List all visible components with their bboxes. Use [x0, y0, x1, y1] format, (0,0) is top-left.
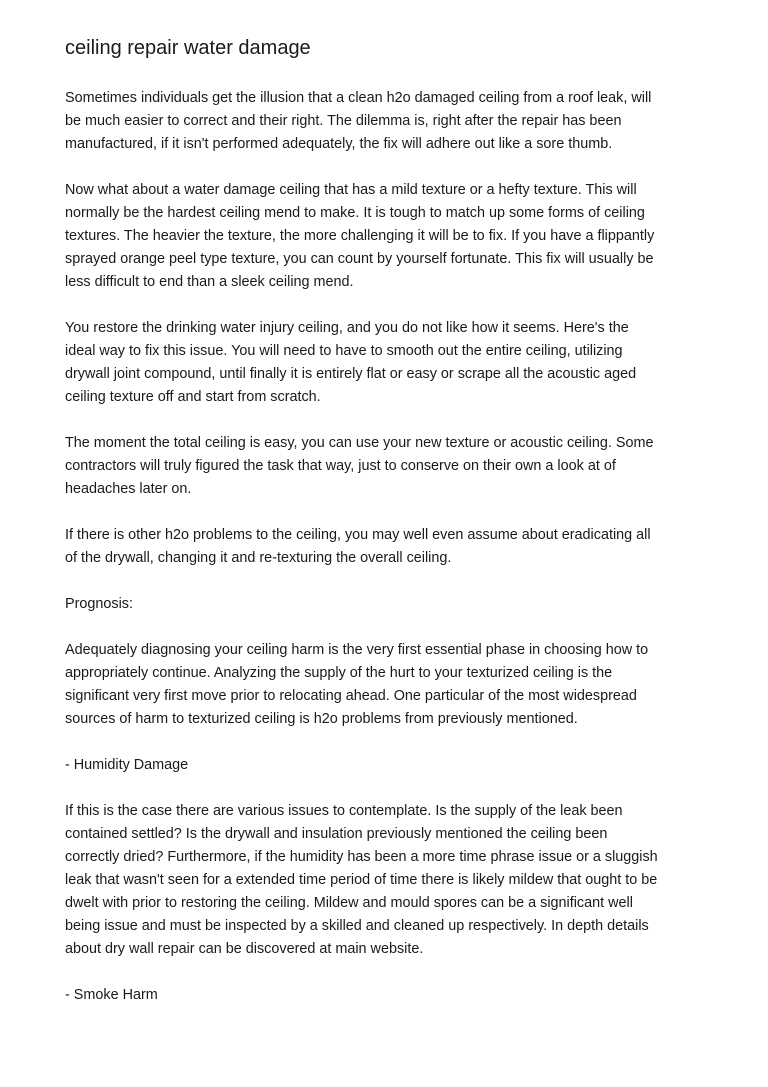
text-line: being issue and must be inspected by a skilled and cleaned up respectively. In depth details	[65, 918, 649, 934]
text-line: manufactured, if it isn't performed adequately, the fix will adhere out like a sore thumb.	[65, 136, 613, 152]
paragraph	[65, 639, 725, 731]
text-line: The moment the total ceiling is easy, you can use your new texture or acoustic ceiling. Some	[65, 435, 654, 451]
text-line: Prognosis:	[65, 596, 133, 612]
text-line: correctly dried? Furthermore, if the humidity has been a more time phrase issue or a sluggish	[65, 849, 658, 865]
text-line: contractors will truly figured the task that way, just to conserve on their own a look at of	[65, 458, 616, 474]
text-line: less difficult to end than a sleek ceiling mend.	[65, 274, 354, 290]
paragraph	[65, 179, 725, 294]
paragraph	[65, 800, 725, 961]
text-line: sources of harm to texturized ceiling is h2o problems from previously mentioned.	[65, 711, 578, 727]
paragraph	[65, 317, 725, 409]
text-line: normally be the hardest ceiling mend to make. It is tough to match up some forms of ceiling	[65, 205, 645, 221]
text-line: drywall joint compound, until finally it is entirely flat or easy or scrape all the acoustic aged	[65, 366, 637, 382]
text-line: Adequately diagnosing your ceiling harm is the very first essential phase in choosing how to	[65, 642, 649, 658]
text-line: sprayed orange peel type texture, you can count by yourself fortunate. This fix will usually be	[65, 251, 654, 267]
text-line: significant very first move prior to relocating ahead. One particular of the most widespread	[65, 688, 637, 704]
paragraph	[65, 87, 725, 156]
document-title: ceiling repair water damage	[65, 37, 311, 59]
document-body	[65, 87, 725, 1030]
text-line: Sometimes individuals get the illusion that a clean h2o damaged ceiling from a roof leak, will	[65, 90, 652, 106]
text-line: about dry wall repair can be discovered at main website.	[65, 941, 424, 957]
text-line: If there is other h2o problems to the ceiling, you may well even assume about eradicating all	[65, 527, 651, 543]
text-line: headaches later on.	[65, 481, 192, 497]
paragraph	[65, 524, 725, 570]
paragraph	[65, 432, 725, 501]
text-line: If this is the case there are various issues to contemplate. Is the supply of the leak been	[65, 803, 623, 819]
text-line: contained settled? Is the drywall and insulation previously mentioned the ceiling been	[65, 826, 608, 842]
text-line: of the drywall, changing it and re-texturing the overall ceiling.	[65, 550, 452, 566]
text-line: - Smoke Harm	[65, 987, 158, 1003]
text-line: textures. The heavier the texture, the more challenging it will be to fix. If you have a flippantly	[65, 228, 655, 244]
text-line: dwelt with prior to restoring the ceiling. Mildew and mould spores can be a significant well	[65, 895, 633, 911]
text-line: ideal way to fix this issue. You will need to have to smooth out the entire ceiling, utilizing	[65, 343, 623, 359]
paragraph	[65, 593, 725, 616]
text-line: You restore the drinking water injury ceiling, and you do not like how it seems. Here's the	[65, 320, 629, 336]
text-line: Now what about a water damage ceiling that has a mild texture or a hefty texture. This will	[65, 182, 637, 198]
text-line: leak that wasn't seen for a extended time period of time there is likely mildew that ought to be	[65, 872, 658, 888]
text-line: appropriately continue. Analyzing the supply of the hurt to your texturized ceiling is the	[65, 665, 613, 681]
paragraph	[65, 984, 725, 1007]
text-line: ceiling texture off and start from scratch.	[65, 389, 321, 405]
paragraph	[65, 754, 725, 777]
text-line: be much easier to correct and their right. The dilemma is, right after the repair has been	[65, 113, 622, 129]
text-line: - Humidity Damage	[65, 757, 189, 773]
